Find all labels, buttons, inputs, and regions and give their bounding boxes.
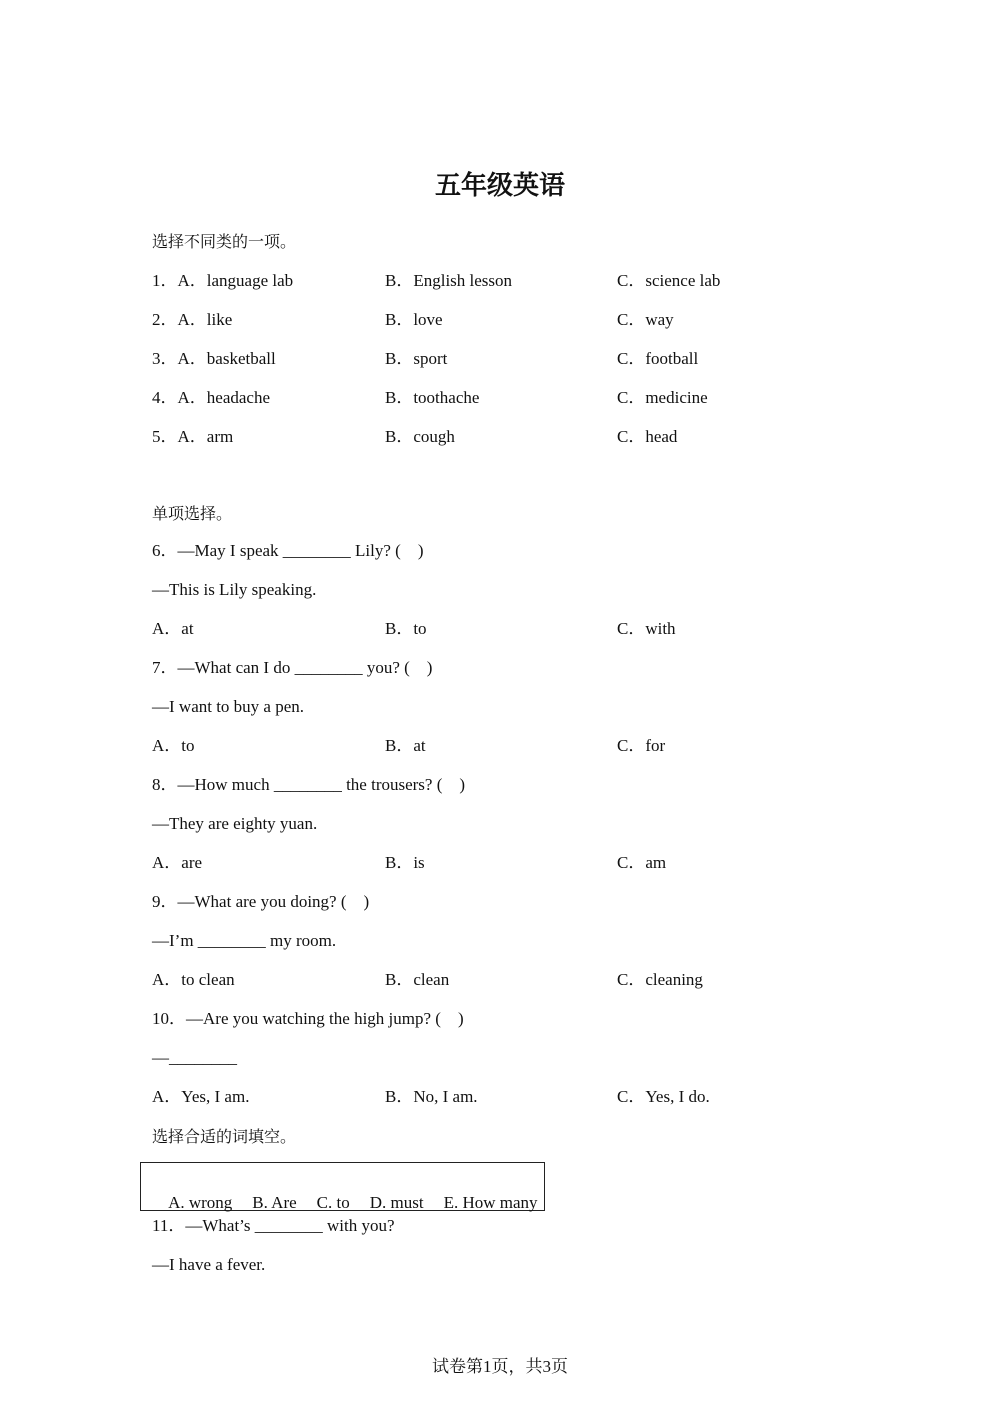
option-b: B．to <box>385 619 427 638</box>
question-stem-option-a: 4．A．headache <box>152 388 271 407</box>
option-c: C．science lab <box>617 271 721 290</box>
question-row <box>0 271 1000 293</box>
question-reply: —They are eighty yuan. <box>152 814 318 833</box>
option-c: C．with <box>617 619 676 638</box>
options-row <box>0 619 1000 641</box>
option-c: C．for <box>617 736 666 755</box>
section-heading-fill-blank: 选择合适的词填空。 <box>152 1127 297 1146</box>
word-bank-item: D. must <box>369 1193 424 1212</box>
options-row <box>0 1087 1000 1109</box>
question-row <box>0 310 1000 332</box>
word-bank-item: A. wrong <box>168 1193 233 1212</box>
question-stem: 11．—What’s ________ with you? <box>152 1216 395 1235</box>
word-bank-item: E. How many <box>443 1193 538 1212</box>
option-c: C．Yes, I do. <box>617 1087 710 1106</box>
question-reply: —This is Lily speaking. <box>152 580 317 599</box>
question-reply: —________ <box>152 1048 237 1067</box>
question-row <box>0 388 1000 410</box>
question-stem-option-a: 1．A．language lab <box>152 271 294 290</box>
option-b: B．clean <box>385 970 450 989</box>
option-a: A．to <box>152 736 195 755</box>
page-title: 五年级英语 <box>434 171 565 201</box>
option-b: B．sport <box>385 349 448 368</box>
question-reply: —I want to buy a pen. <box>152 697 305 716</box>
option-c: C．football <box>617 349 699 368</box>
question-row <box>0 349 1000 371</box>
word-bank-box <box>140 1162 545 1211</box>
section-heading-single-choice: 单项选择。 <box>152 504 233 523</box>
question-stem-option-a: 5．A．arm <box>152 427 234 446</box>
option-b: B．toothache <box>385 388 480 407</box>
question-reply: —I’m ________ my room. <box>152 931 337 950</box>
option-b: B．is <box>385 853 425 872</box>
question-stem: 6．—May I speak ________ Lily? ( ) <box>152 541 424 560</box>
question-reply: —I have a fever. <box>152 1255 266 1274</box>
options-row <box>0 853 1000 875</box>
option-c: C．cleaning <box>617 970 703 989</box>
option-a: A．at <box>152 619 194 638</box>
question-stem: 8．—How much ________ the trousers? ( ) <box>152 775 466 794</box>
question-row <box>0 427 1000 449</box>
option-a: A．Yes, I am. <box>152 1087 250 1106</box>
question-stem-option-a: 2．A．like <box>152 310 233 329</box>
question-stem: 10．—Are you watching the high jump? ( ) <box>152 1009 464 1028</box>
options-row <box>0 970 1000 992</box>
option-a: A．are <box>152 853 203 872</box>
question-stem: 9．—What are you doing? ( ) <box>152 892 370 911</box>
option-b: B．love <box>385 310 443 329</box>
options-row <box>0 736 1000 758</box>
word-bank-item: B. Are <box>252 1193 297 1212</box>
option-c: C．head <box>617 427 678 446</box>
question-stem: 7．—What can I do ________ you? ( ) <box>152 658 433 677</box>
option-c: C．medicine <box>617 388 708 407</box>
option-b: B．No, I am. <box>385 1087 478 1106</box>
question-stem-option-a: 3．A．basketball <box>152 349 276 368</box>
option-b: B．at <box>385 736 426 755</box>
option-c: C．am <box>617 853 667 872</box>
page-footer: 试卷第1页，共3页 <box>432 1357 568 1376</box>
option-c: C．way <box>617 310 674 329</box>
section-heading-odd-one-out: 选择不同类的一项。 <box>152 232 297 251</box>
option-b: B．English lesson <box>385 271 513 290</box>
word-bank-item: C. to <box>316 1193 350 1212</box>
option-b: B．cough <box>385 427 455 446</box>
option-a: A．to clean <box>152 970 235 989</box>
